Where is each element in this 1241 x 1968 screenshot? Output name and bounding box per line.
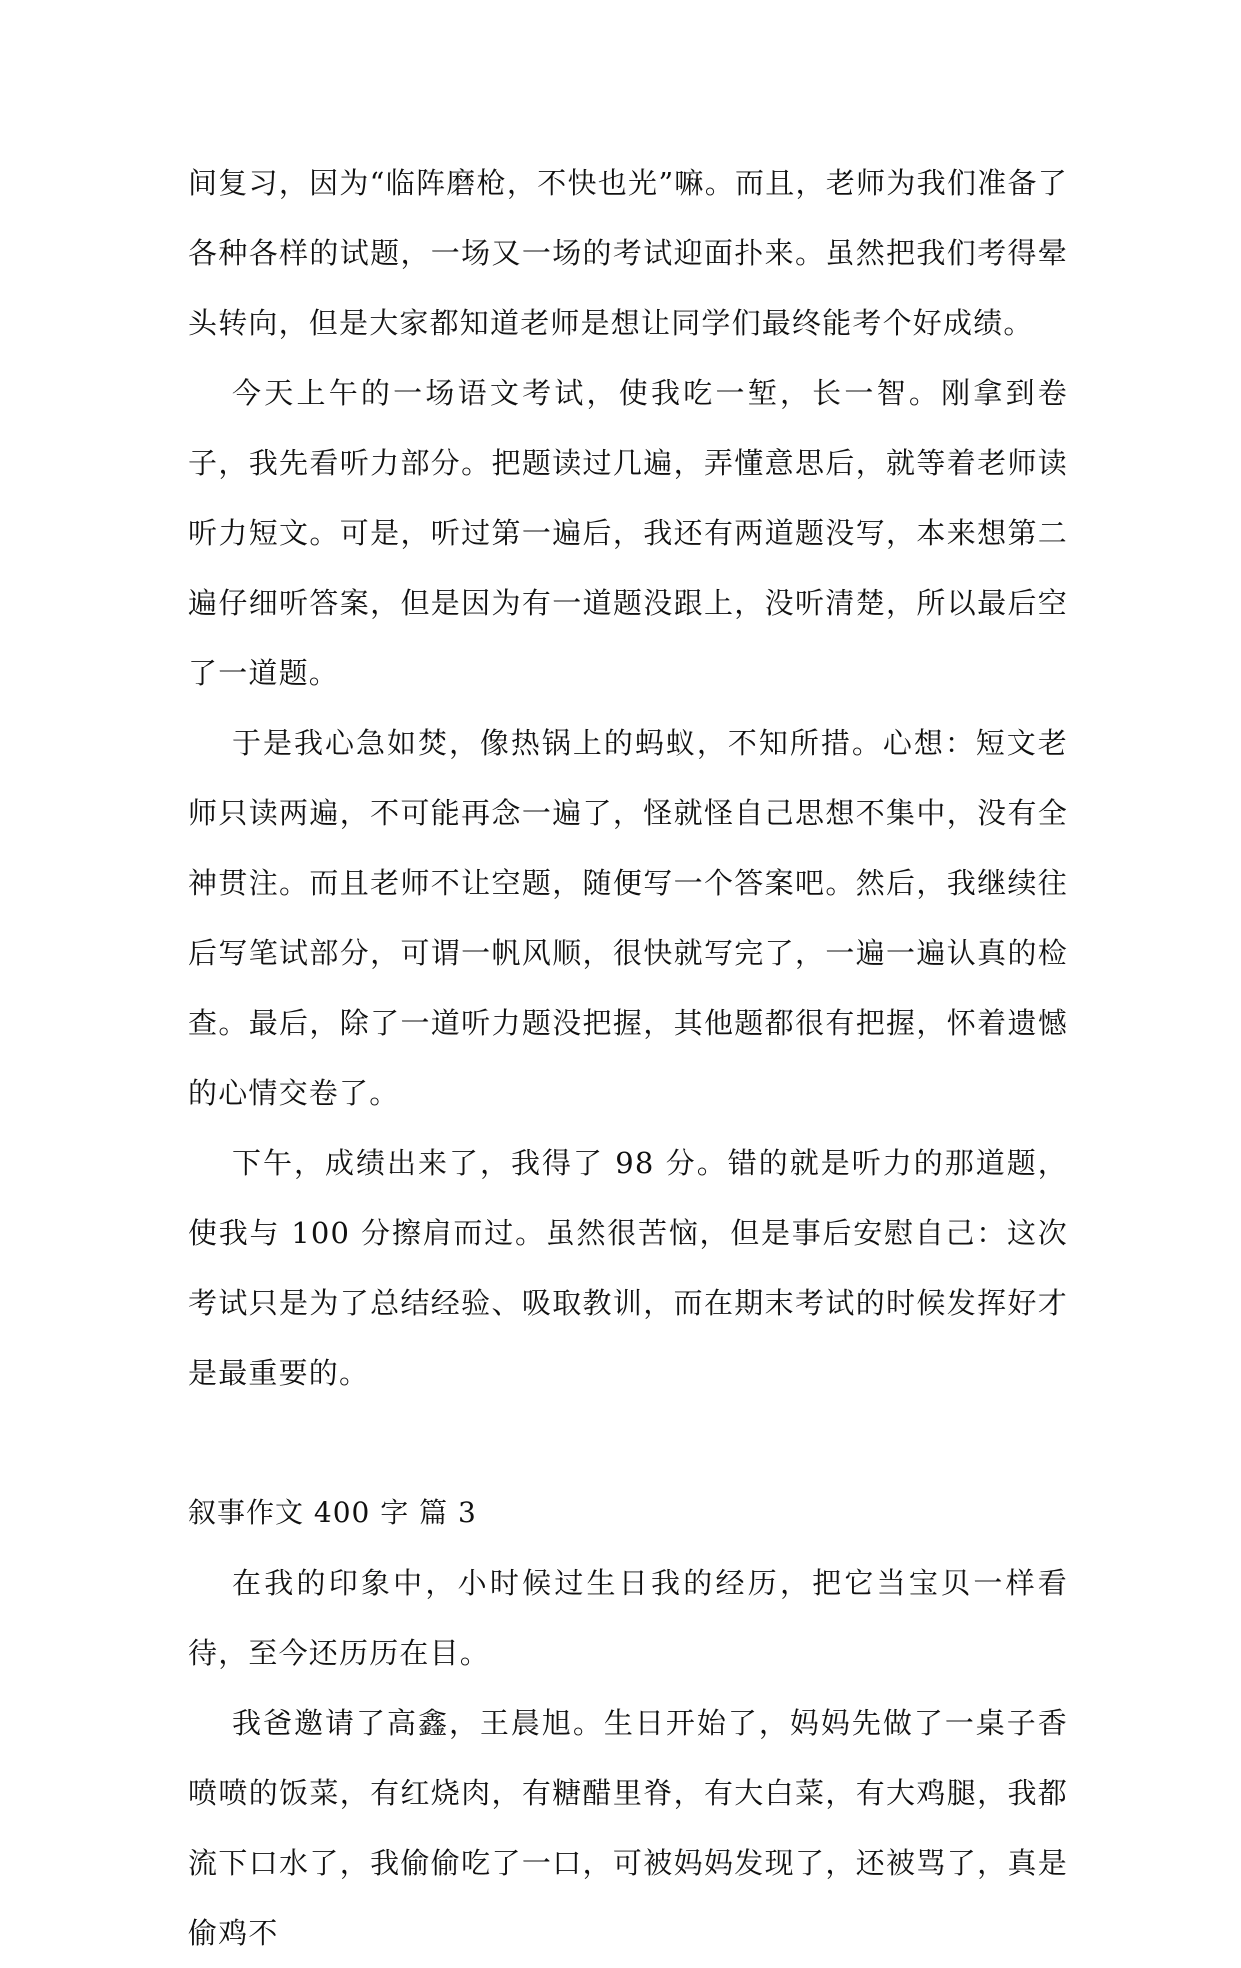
section-heading: 叙事作文 400 字 篇 3: [188, 1496, 477, 1529]
paragraph-birthday-memory: 在我的印象中，小时候过生日我的经历，把它当宝贝一样看待，至今还历历在目。: [188, 1566, 1068, 1670]
paragraph-chinese-exam: 今天上午的一场语文考试，使我吃一堑，长一智。刚拿到卷子，我先看听力部分。把题读过几遍，弄懂意思后，就等着老师读听力短文。可是，听过第一遍后，我还有两道题没写，本来想第二遍仔细听答案，但是因为有一道题没跟上，没听清楚，所以最后空了一道题。: [188, 376, 1068, 690]
paragraph-result: 下午，成绩出来了，我得了 98 分。错的就是听力的那道题，使我与 100 分擦肩而过。虽然很苦恼，但是事后安慰自己：这次考试只是为了总结经验、吸取教训，而在期末考试的时候发挥好才是最重要的。: [188, 1146, 1068, 1390]
paragraph-birthday-party: 我爸邀请了高鑫，王晨旭。生日开始了，妈妈先做了一桌子香喷喷的饭菜，有红烧肉，有糖醋里脊，有大白菜，有大鸡腿，我都流下口水了，我偷偷吃了一口，可被妈妈发现了，还被骂了，真是偷鸡不: [188, 1706, 1068, 1950]
document-body: [188, 148, 1068, 1968]
paragraph-review: 间复习，因为“临阵磨枪，不快也光”嘛。而且，老师为我们准备了各种各样的试题，一场又一场的考试迎面扑来。虽然把我们考得晕头转向，但是大家都知道老师是想让同学们最终能考个好成绩。: [188, 166, 1068, 340]
paragraph-anxious: 于是我心急如焚，像热锅上的蚂蚁，不知所措。心想：短文老师只读两遍，不可能再念一遍了，怪就怪自己思想不集中，没有全神贯注。而且老师不让空题，随便写一个答案吧。然后，我继续往后写笔试部分，可谓一帆风顺，很快就写完了，一遍一遍认真的检查。最后，除了一道听力题没把握，其他题都很有把握，怀着遗憾的心情交卷了。: [188, 726, 1068, 1110]
